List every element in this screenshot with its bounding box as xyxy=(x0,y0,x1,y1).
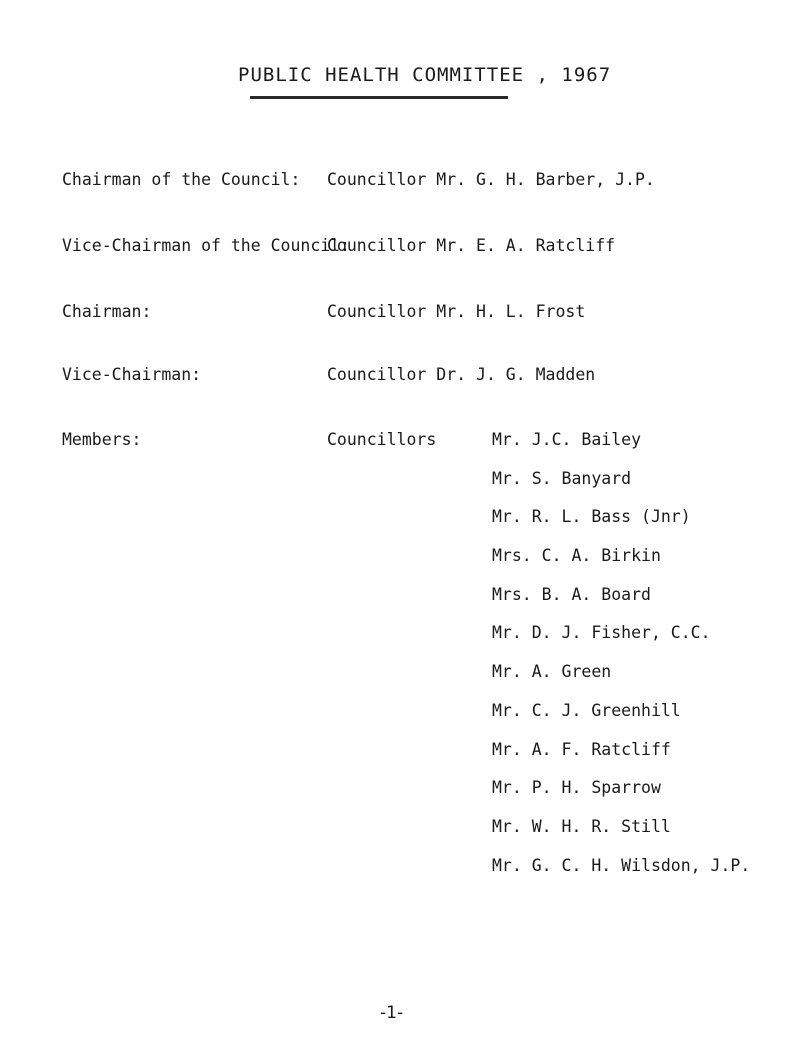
list-item: Mr. P. H. Sparrow xyxy=(492,778,661,798)
councillors-label: Councillors xyxy=(327,430,437,449)
member-list xyxy=(492,430,750,894)
list-item: Mr. C. J. Greenhill xyxy=(492,700,681,720)
officer-role: Chairman: xyxy=(62,302,152,321)
list-item: Mr. A. F. Ratcliff xyxy=(492,739,671,759)
officer-holder: Councillor Mr. E. A. Ratcliff xyxy=(327,236,616,255)
officer-role: Chairman of the Council: xyxy=(62,170,301,189)
list-item: Mr. J.C. Bailey xyxy=(492,430,642,449)
officer-role: Vice-Chairman of the Council: xyxy=(62,236,351,255)
list-item: Mrs. C. A. Birkin xyxy=(492,546,661,566)
list-item: Mr. A. Green xyxy=(492,662,612,682)
page-title: PUBLIC HEALTH COMMITTEE , 1967 xyxy=(238,64,612,86)
officer-role: Vice-Chairman: xyxy=(62,365,202,384)
officer-holder: Councillor Dr. J. G. Madden xyxy=(327,365,596,384)
list-item: Mr. S. Banyard xyxy=(492,468,632,488)
page-number: -1- xyxy=(380,1003,404,1023)
list-item: Mrs. B. A. Board xyxy=(492,584,651,604)
list-item: Mr. W. H. R. Still xyxy=(492,816,671,836)
title-underline xyxy=(250,96,508,99)
list-item: Mr. G. C. H. Wilsdon, J.P. xyxy=(492,855,751,875)
list-item: Mr. R. L. Bass (Jnr) xyxy=(492,507,691,527)
list-item: Mr. D. J. Fisher, C.C. xyxy=(492,623,711,643)
officer-holder: Councillor Mr. G. H. Barber, J.P. xyxy=(327,170,655,189)
officer-holder: Councillor Mr. H. L. Frost xyxy=(327,302,586,321)
members-heading: Members: xyxy=(62,430,142,449)
